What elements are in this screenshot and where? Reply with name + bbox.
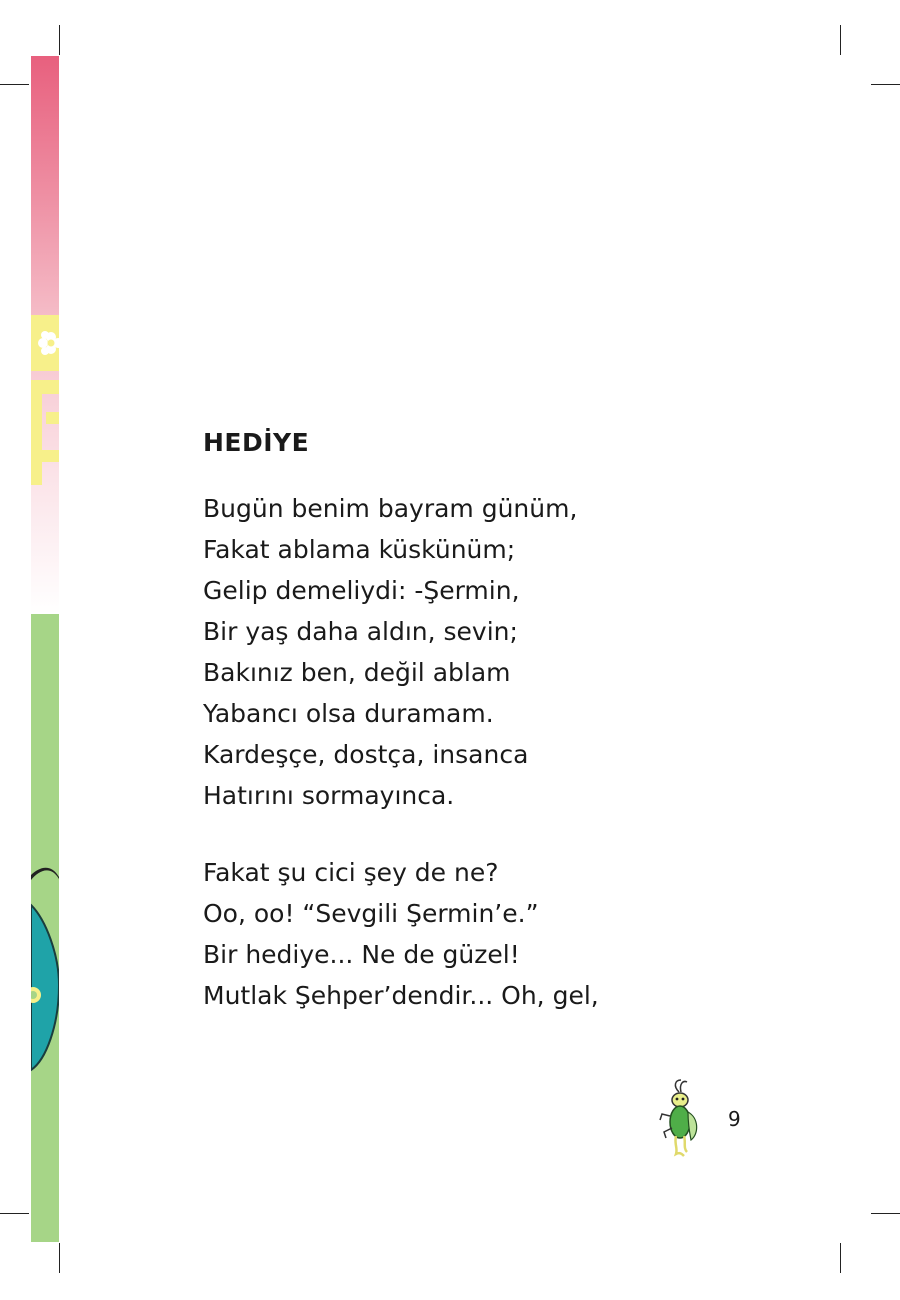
- poem-line: Oo, oo! “Sevgili Şermin’e.”: [203, 899, 539, 928]
- grasshopper-icon: [657, 1078, 703, 1158]
- poem-line: Bakınız ben, değil ablam: [203, 658, 511, 687]
- poem-line: Kardeşçe, dostça, insanca: [203, 740, 529, 769]
- poem-line: Fakat ablama küskünüm;: [203, 535, 516, 564]
- yellow-bar: [42, 450, 59, 462]
- crop-mark: [59, 25, 60, 55]
- stanza-1: [203, 488, 577, 816]
- crop-mark: [59, 1243, 60, 1273]
- crop-mark: [0, 1213, 29, 1214]
- poem-line: Bir yaş daha aldın, sevin;: [203, 617, 518, 646]
- stanza-2: [203, 852, 599, 1016]
- poem-line: Yabancı olsa duramam.: [203, 699, 494, 728]
- crop-mark: [840, 25, 841, 55]
- poem-line: Hatırını sormayınca.: [203, 781, 455, 810]
- yellow-bar: [42, 380, 59, 394]
- yellow-bar: [46, 412, 59, 424]
- crop-mark: [871, 84, 900, 85]
- flower-icon: [31, 315, 59, 371]
- crop-mark: [840, 1243, 841, 1273]
- poem-line: Fakat şu cici şey de ne?: [203, 858, 499, 887]
- poem-line: Bir hediye... Ne de güzel!: [203, 940, 520, 969]
- poem-title: HEDİYE: [203, 428, 310, 457]
- poem-line: Gelip demeliydi: -Şermin,: [203, 576, 520, 605]
- crop-mark: [871, 1213, 900, 1214]
- crop-mark: [0, 84, 29, 85]
- poem-line: Mutlak Şehper’dendir... Oh, gel,: [203, 981, 599, 1010]
- yellow-bar: [31, 380, 42, 485]
- poem-line: Bugün benim bayram günüm,: [203, 494, 578, 523]
- teal-shape: [31, 865, 59, 1075]
- page-number: 9: [728, 1107, 741, 1131]
